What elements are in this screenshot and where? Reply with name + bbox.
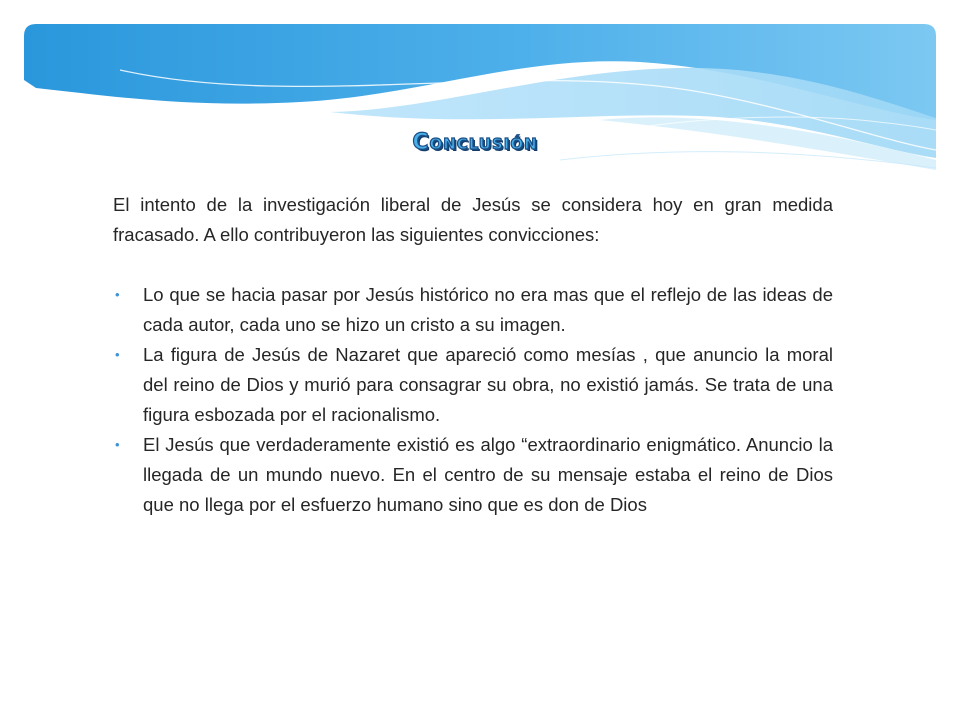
bullet-text: La figura de Jesús de Nazaret que apareció como mesías , que anuncio la moral del reino de Dios y murió para consagrar su obra, no existió jamás. Se trata de una figura esbozada por el racionalismo. bbox=[143, 344, 833, 425]
list-item bbox=[113, 340, 833, 430]
slide-title: Conclusión bbox=[412, 130, 538, 155]
bullet-dot-icon: • bbox=[115, 347, 120, 362]
bullet-dot-icon: • bbox=[115, 287, 120, 302]
bullet-dot-icon: • bbox=[115, 437, 120, 452]
bullet-text: El Jesús que verdaderamente existió es algo “extraordinario enigmático. Anuncio la llegada de un mundo nuevo. En el centro de su mensaje estaba el reino de Dios que no llega por el esfuerzo humano sino que es don de Dios bbox=[143, 434, 833, 515]
list-item bbox=[113, 430, 833, 520]
bullet-list bbox=[113, 280, 833, 520]
header-wave-banner bbox=[0, 0, 960, 200]
list-item bbox=[113, 280, 833, 340]
intro-paragraph: El intento de la investigación liberal de Jesús se considera hoy en gran medida fracasado. A ello contribuyeron las siguientes convicciones: bbox=[113, 194, 833, 245]
bullet-text: Lo que se hacia pasar por Jesús histórico no era mas que el reflejo de las ideas de cada autor, cada uno se hizo un cristo a su imagen. bbox=[143, 284, 833, 335]
slide-body bbox=[113, 190, 833, 520]
